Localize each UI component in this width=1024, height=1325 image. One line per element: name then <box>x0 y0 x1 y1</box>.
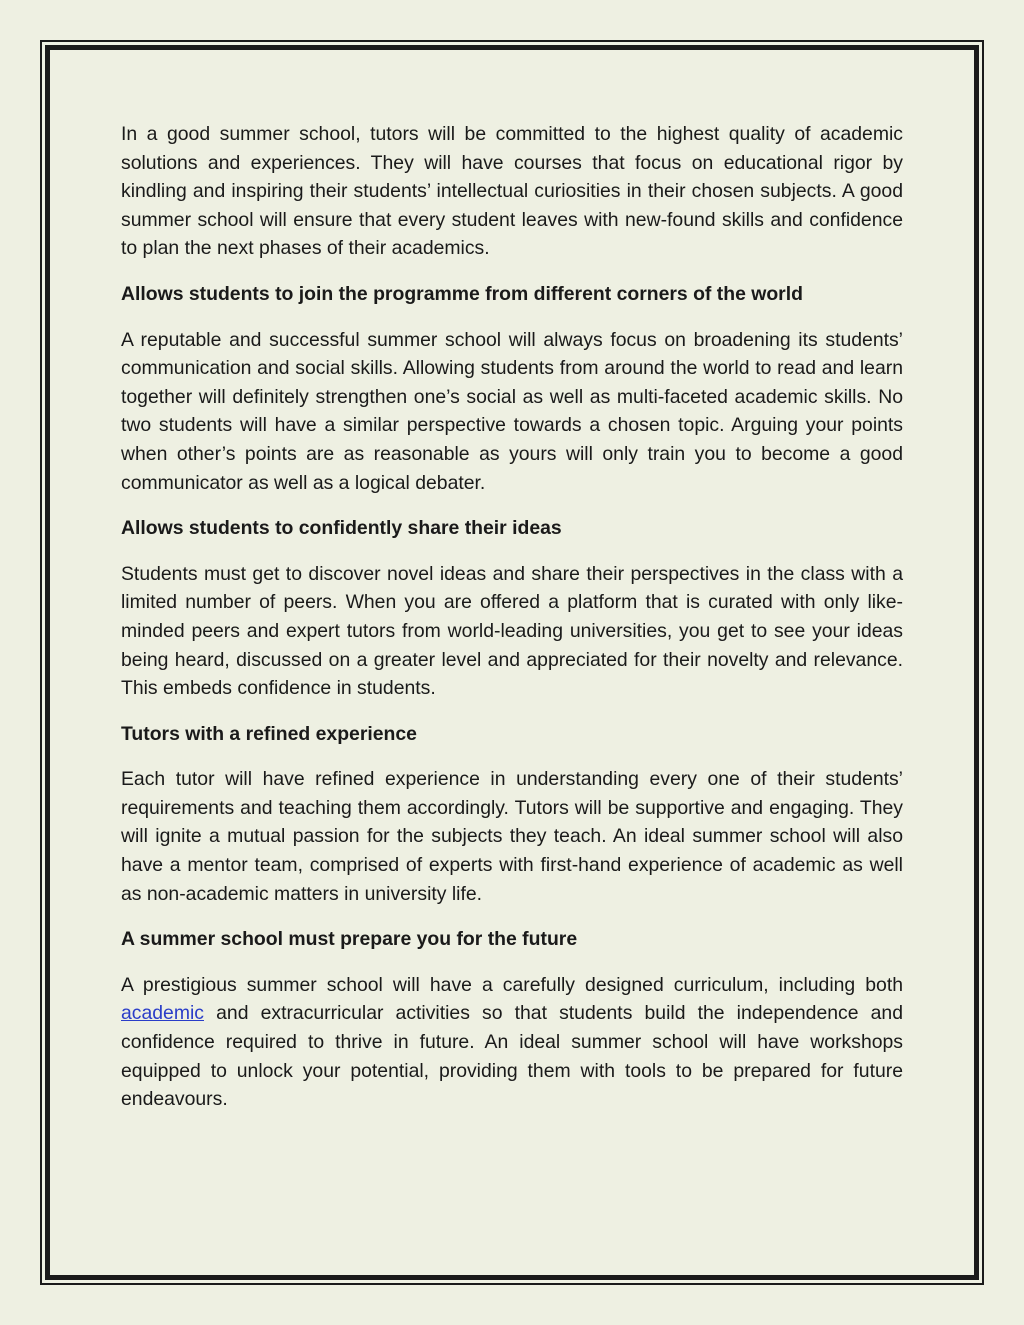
paragraph-prepare-future-end: and extracurricular activities so that students build the independence and confidence required to thrive in future. An ideal summer school will have workshops equipped to unlock your potential, providing them with tools to be prepared for future endeavours. <box>121 1002 903 1111</box>
heading-prepare-future: A summer school must prepare you for the future <box>121 928 578 951</box>
paragraph-share-ideas: Students must get to discover novel ideas and share their perspectives in the class with a limited number of peers. When you are offered a platform that is curated with only like-minded peers and expert tutors from world-leading universities, you get to see your ideas being heard, discussed on a greater level and appreciated for their novelty and relevance. This embeds confidence in students. <box>121 562 903 700</box>
paragraph-communication-skills: A reputable and successful summer school will always focus on broadening its students’ communication and social skills. Allowing students from around the world to read and learn together will definitely strengthen one’s social as well as multi-faceted academic skills. No two students will have a similar perspective towards a chosen topic. Arguing your points when other’s points are as reasonable as yours will only train you to become a good communicator as well as a logical debater. <box>121 328 903 494</box>
document-body <box>121 120 903 1131</box>
academic-link[interactable]: academic <box>121 1002 204 1025</box>
heading-share-ideas: Allows students to confidently share their ideas <box>121 517 562 540</box>
paragraph-intro: In a good summer school, tutors will be committed to the highest quality of academic solutions and experiences. They will have courses that focus on educational rigor by kindling and inspiring their students’ intellectual curiosities in their chosen subjects. A good summer school will ensure that every student leaves with new-found skills and confidence to plan the next phases of their academics. <box>121 123 903 260</box>
paragraph-tutors-experience: Each tutor will have refined experience in understanding every one of their students’ requirements and teaching them accordingly. Tutors will be supportive and engaging. They will ignite a mutual passion for the subjects they teach. An ideal summer school will also have a mentor team, comprised of experts with first-hand experience of academic as well as non-academic matters in university life. <box>121 768 903 905</box>
paragraph-prepare-future-start: A prestigious summer school will have a carefully designed curriculum, including both <box>121 973 903 996</box>
paragraph-prepare-future <box>121 971 903 1114</box>
heading-join-from-world: Allows students to join the programme from different corners of the world <box>121 282 803 305</box>
heading-tutors-experience: Tutors with a refined experience <box>121 722 417 745</box>
